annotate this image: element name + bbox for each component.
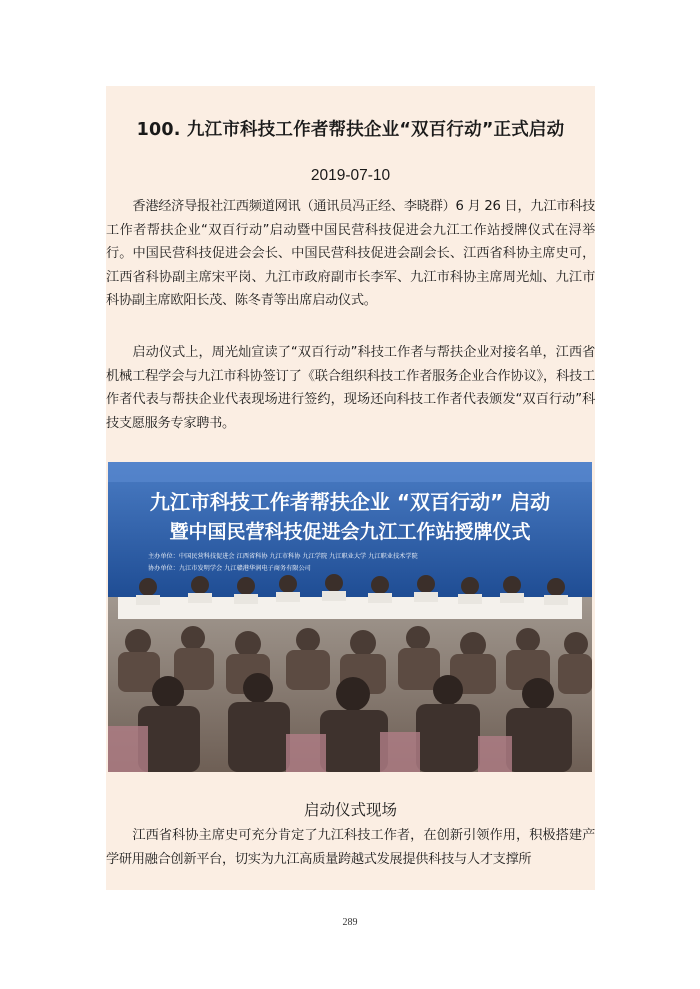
article-paragraph-2: 启动仪式上，周光灿宣读了“双百行动”科技工作者与帮扶企业对接名单，江西省机械工程学会与九江市科协签订了《联合组织科技工作者服务企业合作协议》，科技工作者代表与帮扶企业代表现场进行签约，现场还向科技工作者代表颁发“双百行动”科技支愿服务专家聘书。 <box>106 345 595 431</box>
article-date: 2019-07-10 <box>310 167 391 184</box>
event-photo <box>108 462 592 772</box>
banner-host: 主办单位：中国民营科技促进会 江西省科协 九江市科协 九江学院 九江职业大学 九江职业技术学院 <box>148 553 418 560</box>
article-title: 100. 九江市科技工作者帮扶企业“双百行动”正式启动 <box>136 120 565 140</box>
banner-line-2: 暨中国民营科技促进会九江工作站授牌仪式 <box>169 521 531 543</box>
photo-caption: 启动仪式现场 <box>303 801 397 819</box>
page-number: 289 <box>342 917 358 928</box>
banner-co: 协办单位：九江市发明学会 九江赣港华润电子商务有限公司 <box>148 565 311 572</box>
banner-line-1: 九江市科技工作者帮扶企业 “双百行动” 启动 <box>149 490 551 514</box>
article-paragraph-3: 江西省科协主席史可充分肯定了九江科技工作者，在创新引领作用，积极搭建产学研用融合创新平台，切实为九江高质量跨越式发展提供科技与人才支撑所 <box>106 828 595 867</box>
article-paragraph-1: 香港经济导报社江西频道网讯（通讯员冯正经、李晓群）6 月 26 日，九江市科技工作者帮扶企业“双百行动”启动暨中国民营科技促进会九江工作站授牌仪式在浔举行。中国民营科技促进会会长、中国民营科技促进会副会长、江西省科协主席史可，江西省科协副主席宋平岗、九江市政府副市长李军、九江市科协主席周光灿、九江市科协副主席欧阳长茂、陈冬青等出席启动仪式。 <box>106 199 595 309</box>
